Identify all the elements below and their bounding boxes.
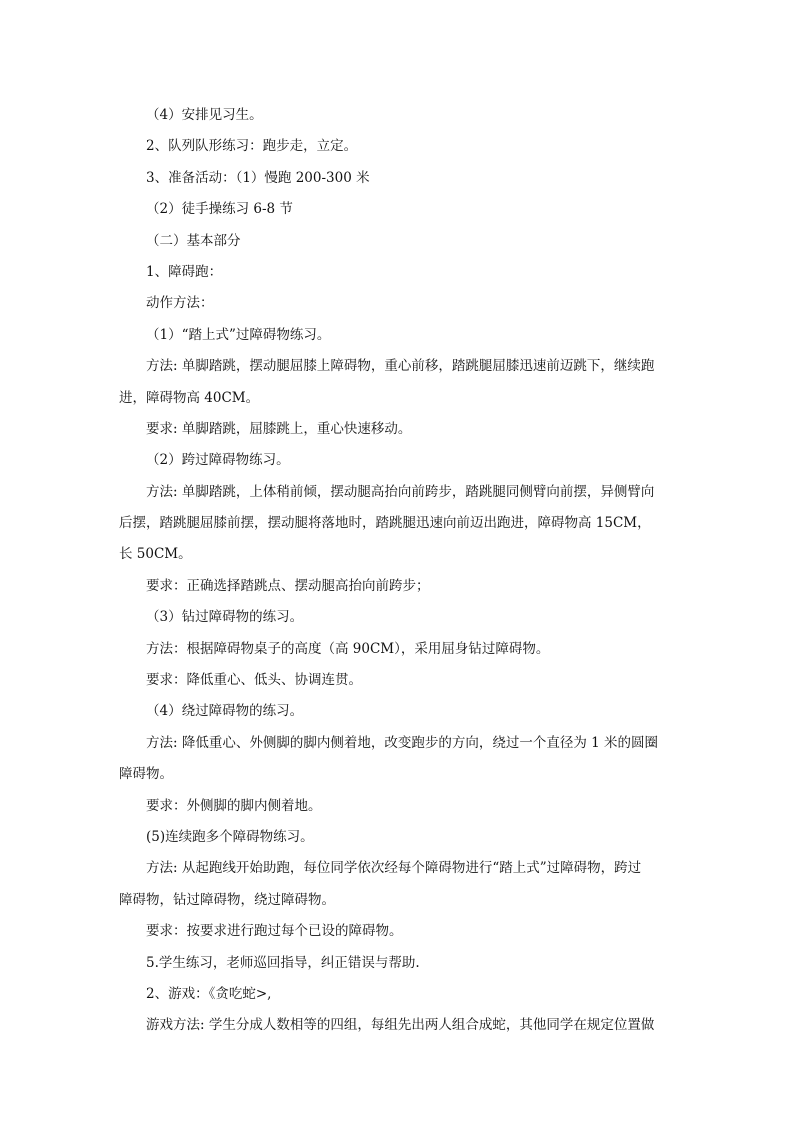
text-line: 2、游戏：《贪吃蛇>, (146, 985, 272, 1002)
subsection-heading: 1、障碍跑： (146, 263, 223, 280)
text-line: 3、准备活动：（1）慢跑 200-300 米 (146, 169, 370, 186)
text-line: （4）绕过障碍物的练习。 (146, 703, 304, 720)
text-line: 障碍物。 (119, 766, 173, 783)
text-line: （4）安排见习生。 (146, 107, 263, 123)
text-line: (5)连续跑多个障碍物练习。 (146, 828, 314, 845)
text-line: 后摆，踏跳腿屈膝前摆，摆动腿将落地时，踏跳腿迅速向前迈出跑进，障碍物高 15CM， (119, 515, 651, 532)
text-line: （2）徒手操练习 6-8 节 (146, 201, 293, 218)
text-line: （3）钻过障碍物的练习。 (146, 609, 304, 626)
text-line: 方法: 从起跑线开始助跑，每位同学依次经每个障碍物进行“踏上式”过障碍物，跨过 (146, 860, 642, 877)
text-line: 方法：根据障碍物桌子的高度（高 90CM），采用屈身钻过障碍物。 (146, 640, 550, 657)
text-line: 要求：降低重心、低头、协调连贯。 (146, 672, 362, 689)
text-line: 方法: 降低重心、外侧脚的脚内侧着地，改变跑步的方向，绕过一个直径为 1 米的圆圈 (146, 734, 659, 751)
text-line: 动作方法： (146, 295, 214, 312)
text-line: 长 50CM。 (119, 546, 192, 563)
text-line: 要求：外侧脚的脚内侧着地。 (146, 797, 322, 814)
section-heading: （二）基本部分 (146, 232, 241, 249)
text-line: 要求：按要求进行跑过每个已设的障碍物。 (146, 923, 403, 940)
text-line: 游戏方法: 学生分成人数相等的四组，每组先出两人组合成蛇，其他同学在规定位置做 (146, 1017, 655, 1034)
document-body (119, 100, 675, 1042)
text-line: 进，障碍物高 40CM。 (119, 389, 260, 406)
text-line: 要求：正确选择踏跳点、摆动腿高抬向前跨步； (146, 577, 430, 594)
text-line: 要求: 单脚踏跳，屈膝跳上，重心快速移动。 (146, 420, 412, 437)
text-line: 2、队列队形练习：跑步走，立定。 (146, 138, 358, 155)
text-line: 方法: 单脚踏跳，摆动腿屈膝上障碍物，重心前移，踏跳腿屈膝迅速前迈跳下，继续跑 (146, 358, 655, 375)
text-line: （2）跨过障碍物练习。 (146, 452, 290, 469)
text-line: （1）“踏上式”过障碍物练习。 (146, 326, 331, 343)
text-line: 5.学生练习，老师巡回指导，纠正错误与帮助. (146, 954, 420, 971)
text-line: 障碍物，钻过障碍物，绕过障碍物。 (119, 891, 335, 908)
text-line: 方法: 单脚踏跳，上体稍前倾，摆动腿高抬向前跨步，踏跳腿同侧臂向前摆，异侧臂向 (146, 483, 655, 500)
